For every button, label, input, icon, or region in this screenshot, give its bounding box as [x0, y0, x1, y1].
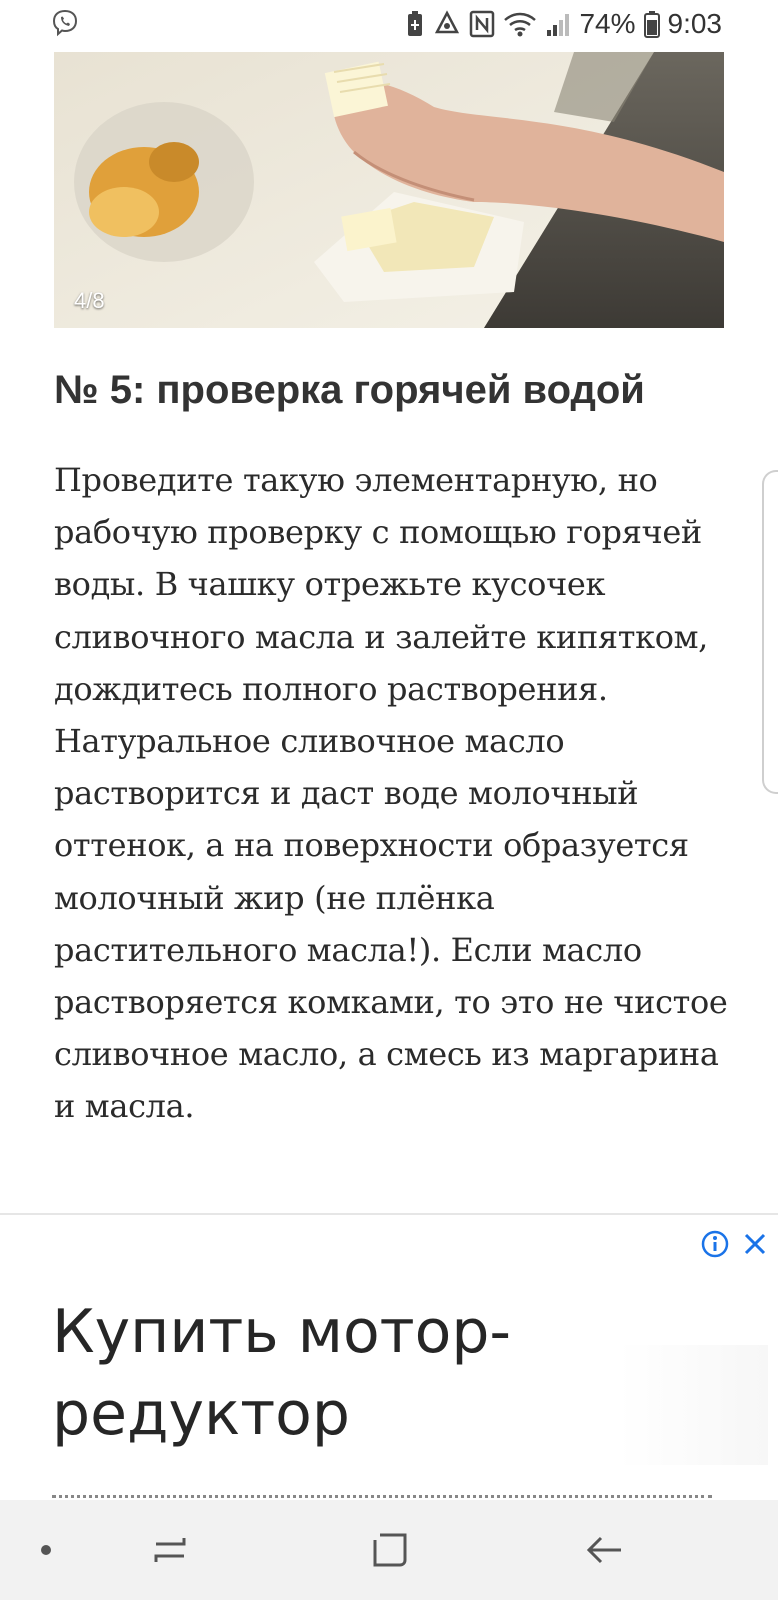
article-heading: № 5: проверка горячей водой: [54, 368, 645, 412]
article-body: Проведите такую элементарную, но рабочую проверку с помощью горячей воды. В чашку отрежьте кусочек сливочного масла и залейте кипятком, дождитесь полного растворения. Натуральное сливочное масло растворится и даст воде молочный оттенок, а на поверхности образуется молочный жир (не плёнка растительного масла!). Если масло растворяется комками, то это не чистое сливочное масло, а смесь из маргарина и масла.: [54, 461, 728, 1126]
status-icons: [405, 6, 722, 42]
close-icon[interactable]: [740, 1229, 770, 1259]
signal-icon: [545, 10, 571, 38]
navigation-bar: [0, 1500, 778, 1600]
status-bar: [0, 0, 778, 50]
battery-saver-icon: [405, 10, 425, 38]
recycle-icon: [433, 10, 461, 38]
recents-icon: [150, 1530, 190, 1570]
photo-counter: 4/8: [74, 288, 105, 313]
edge-panel-handle[interactable]: [762, 470, 778, 794]
wifi-icon: [503, 10, 537, 38]
nfc-icon: [469, 10, 495, 38]
home-icon: [370, 1530, 410, 1570]
clock: 9:03: [667, 8, 722, 39]
recents-button[interactable]: [125, 1500, 215, 1600]
photo-image: [54, 52, 724, 328]
ad-controls: [700, 1229, 770, 1259]
ad-banner[interactable]: [0, 1213, 778, 1502]
viber-icon: [50, 8, 80, 38]
article-photo[interactable]: [54, 52, 724, 328]
back-button[interactable]: [560, 1500, 650, 1600]
info-icon[interactable]: [700, 1229, 730, 1259]
ad-faded-background: [618, 1345, 768, 1465]
battery-percent: 74%: [579, 8, 636, 39]
home-button[interactable]: [345, 1500, 435, 1600]
battery-icon: [644, 10, 660, 38]
ad-title[interactable]: Купить мотор-редуктор: [52, 1297, 512, 1449]
back-arrow-icon: [585, 1530, 625, 1570]
dot-indicator-icon: [40, 1544, 52, 1556]
